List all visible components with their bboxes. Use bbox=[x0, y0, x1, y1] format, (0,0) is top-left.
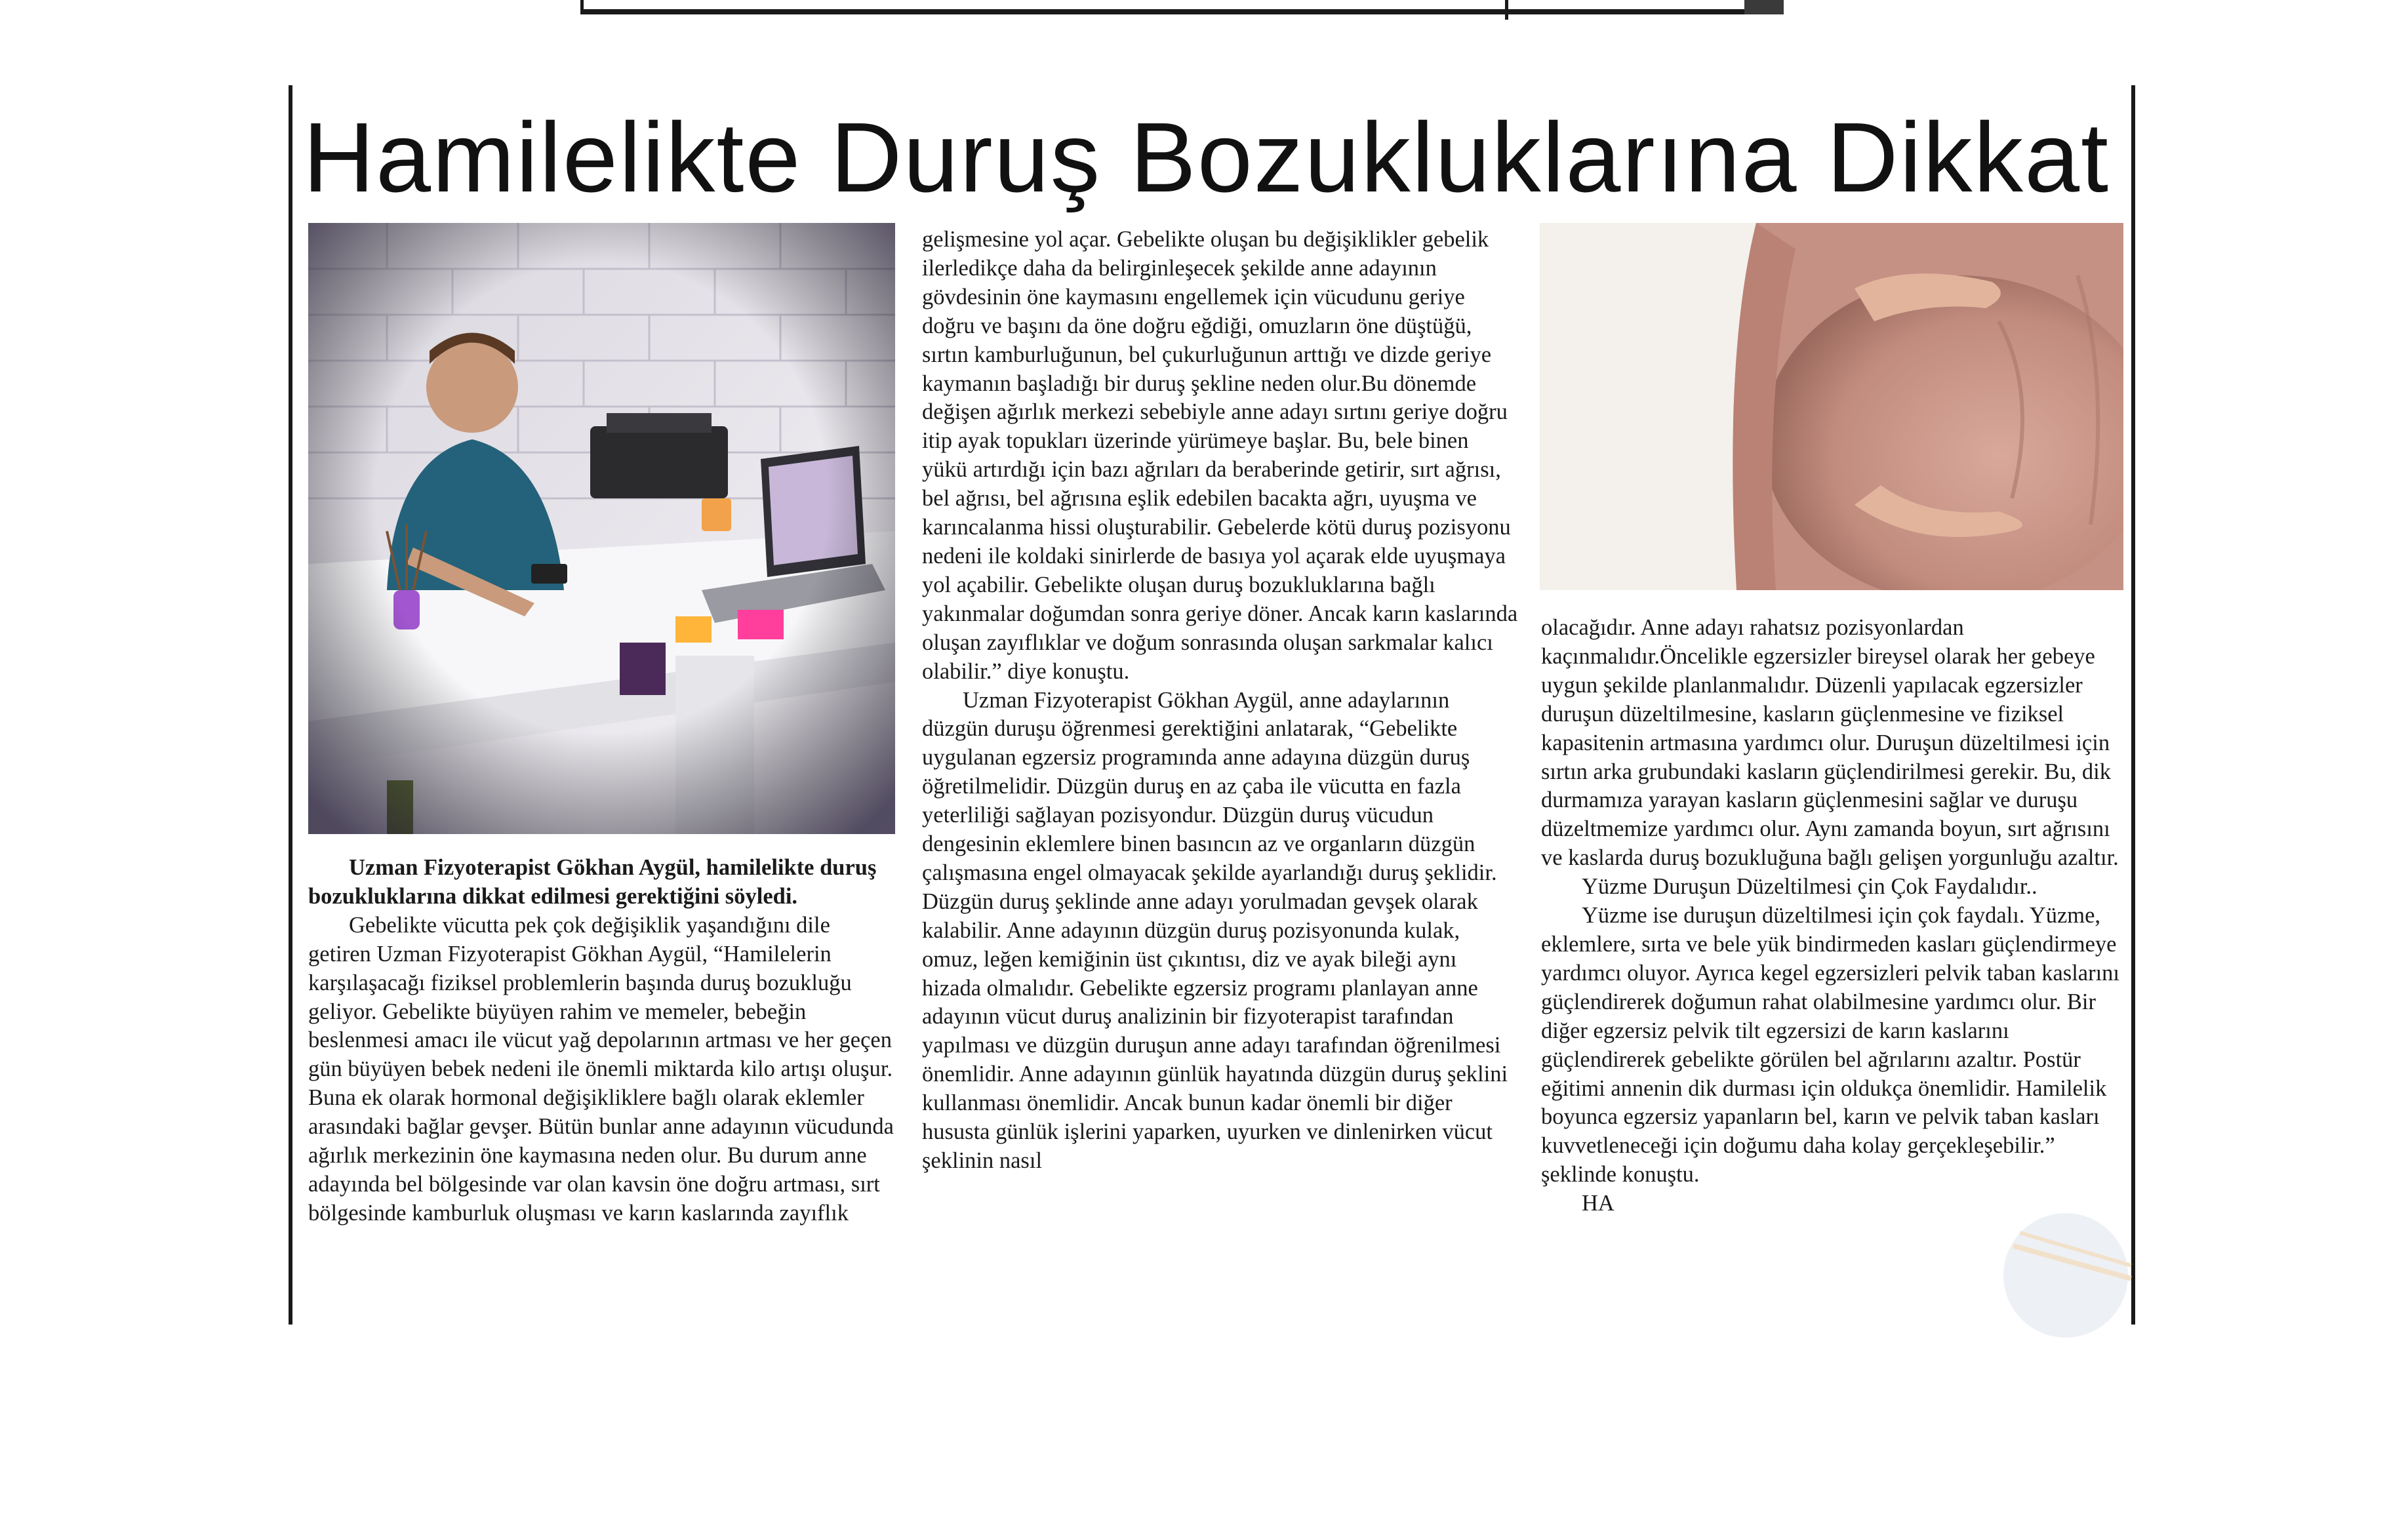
lead-paragraph: Uzman Fizyoterapist Gökhan Aygül, hamilelikte duruş bozukluklarına dikkat edilmesi gerektiğini söyledi. bbox=[308, 855, 877, 909]
physiotherapist-photo bbox=[308, 223, 895, 834]
column-3-paragraph-2: Yüzme ise duruşun düzeltilmesi için çok faydalı. Yüzme, eklemlere, sırta ve bele yük bindirmeden kasları güçlendirmeye yardımcı oluyor. Ayrıca kegel egzersizleri pelvik taban kaslarını güçlendirerek doğumun rahat olabilmesine yardımcı olur. Bir diğer egzersiz pelvik tilt egzersizi de karın kaslarını güçlendirerek gebelikte görülen bel ağrılarını azaltır. Postür eğitimi annenin dik durması için oldukça önemlidir. Hamilelik boyunca egzersiz yapanların bel, karın ve pelvik taban kasları kuvvetleneceği için doğumu daha kolay gerçekleşebilir.” şeklinde konuştu. bbox=[1541, 903, 2120, 1187]
author-signature: HA bbox=[1582, 1191, 1615, 1216]
column-3-paragraph-1: olacağıdır. Anne adayı rahatsız pozisyonlardan kaçınmalıdır.Öncelikle egzersizler bireysel olarak her gebeye uygun şekilde planlanmalıdır. Düzenli yapılacak egzersizler duruşun düzeltilmesine, kasların güçlenmesine ve fiziksel kapasitenin artmasına yardımcı olur. Duruşun düzeltilmesi için sırtın arka grubundaki kasların güçlendirilmesi gerekir. Bu, dik durmamıza yarayan kasların güçlenmesini sağlar ve duruşu düzeltmemize yardımcı olur. Aynı zamanda boyun, sırt ağrısını ve kaslarda duruş bozukluğuna bağlı gelişen yorgunluğu azaltır. bbox=[1541, 615, 2119, 871]
article-left-rule bbox=[289, 85, 292, 1325]
column-1-paragraph: Gebelikte vücutta pek çok değişiklik yaşandığını dile getiren Uzman Fizyoterapist Gökhan Aygül, “Hamilelerin karşılaşacağı fiziksel problemlerin başında duruş bozukluğu geliyor. Gebelikte büyüyen rahim ve memeler, bebeğin beslenmesi amacı ile vücut yağ depolarının artması ve her geçen gün büyüyen bebek nedeni ile önemli miktarda kilo artışı oluşur. Buna ek olarak hormonal değişikliklere bağlı olarak eklemler arasındaki bağlar gevşer. Bütün bunlar anne adayının vücudunda ağırlık merkezinin öne kaymasına neden olur. Bu durum anne adayında bel bölgesinde var olan kavsin öne doğru artması, sırt bölgesinde kamburluk oluşması ve karın kaslarında zayıflık bbox=[308, 912, 894, 1226]
section-subheading: Yüzme Duruşun Düzeltilmesi çin Çok Faydalıdır.. bbox=[1582, 874, 2037, 900]
column-2-paragraph-2: Uzman Fizyoterapist Gökhan Aygül, anne adaylarının düzgün duruşu öğrenmesi gerektiğini anlatarak, “Gebelikte uygulanan egzersiz programında anne adayına düzgün duruş öğretilmelidir. Düzgün duruş en az çaba ile vücutta en fazla yeterliliği sağlayan pozisyondur. Düzgün duruş vücudun dengesinin eklemlere binen basıncın az ve organların düzgün çalışmasına engel olmayacak şekilde ayarlandığı duruş şeklidir. Düzgün duruş şeklinde anne adayı yorulmadan gevşek olarak kalabilir. Anne adayının düzgün duruş pozisyonunda kulak, omuz, leğen kemiğinin üst çıkıntısı, diz ve ayak bileği aynı hizada olmalıdır. Gebelikte egzersiz programı planlayan anne adayının vücut duruş analizinin bir fizyoterapist tarafından yapılması ve düzgün duruşun anne adayı tarafından öğrenilmesi önemlidir. Anne adayının günlük hayatında düzgün duruş şeklini kullanması önemlidir. Ancak bunun kadar önemli bir diğer hususta günlük işlerini yaparken, uyurken ve dinlenirken vücut şeklinin nasıl bbox=[922, 687, 1508, 1173]
top-frame-tick bbox=[1505, 0, 1508, 20]
article-column-2 bbox=[922, 226, 1519, 1317]
article-right-rule bbox=[2131, 85, 2135, 1325]
article-column-1 bbox=[308, 854, 898, 1313]
pregnancy-photo bbox=[1540, 223, 2123, 590]
top-frame-corner bbox=[1744, 0, 1784, 14]
watermark-logo bbox=[1994, 1207, 2138, 1344]
top-frame-rule bbox=[580, 0, 1744, 14]
article-headline: Hamilelikte Duruş Bozukluklarına Dikkat bbox=[303, 102, 2110, 212]
column-2-paragraph-1: gelişmesine yol açar. Gebelikte oluşan bu değişiklikler gebelik ilerledikçe daha da belirginleşecek şekilde anne adayının gövdesinin öne kaymasını engellemek için vücudunu geriye doğru ve başını da öne doğru eğdiği, omuzların öne düştüğü, sırtın kamburluğunun, bel çukurluğunun arttığı ve dizde geriye kaymanın başladığı bir duruş şekline neden olur.Bu dönemde değişen ağırlık merkezi sebebiyle anne adayı sırtını geriye doğru itip ayak topukları üzerinde yürümeye başlar. Bu, bele binen yükü artırdığı için bazı ağrıları da beraberinde getirir, sırt ağrısı, bel ağrısı, bel ağrısına eşlik edebilen bacakta ağrı, uyuşma ve karıncalanma hissi oluşturabilir. Gebelerde kötü duruş pozisyonu nedeni ile koldaki sinirlerde de basıya yol açarak elde uyuşmaya yol açabilir. Gebelikte oluşan duruş bozukluklarına bağlı yakınmalar doğumdan sonra geriye döner. Ancak karın kaslarında oluşan zayıflıklar ve doğum sonrasında oluşan sarkmalar kalıcı olabilir.” diye konuştu. bbox=[922, 227, 1518, 684]
article-column-3 bbox=[1541, 614, 2125, 1296]
